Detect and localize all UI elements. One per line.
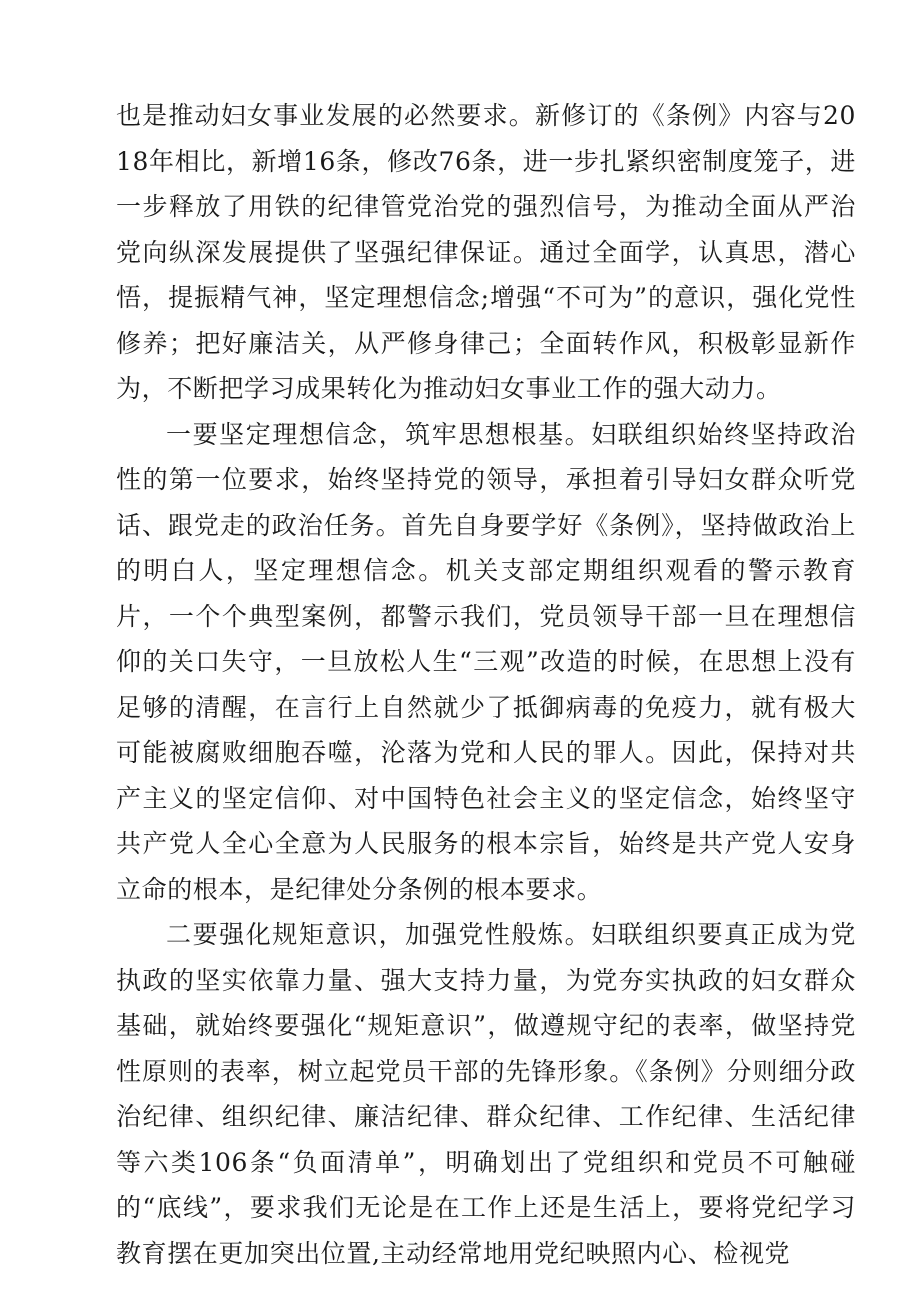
paragraph-rules-awareness: 二要强化规矩意识，加强党性般炼。妇联组织要真正成为党执政的坚实依靠力量、强大支持力量，为党夯实执政的妇女群众基础，就始终要强化“规矩意识”，做遵规守纪的表率，做坚持党性原则的表率，树立起党员干部的先锋形象。《条例》分则细分政治纪律、组织纪律、廉洁纪律、群众纪律、工作纪律、生活纪律等六类106条“负面清单”，明确划出了党组织和党员不可触碰的“底线”，要求我们无论是在工作上还是生活上，要将党纪学习教育摆在更加突出位置,主动经常地用党纪映照内心、检视党 — [116, 920, 856, 1268]
paragraph-intro: 也是推动妇女事业发展的必然要求。新修订的《条例》内容与2018年相比，新增16条，修改76条，进一步扎紧织密制度笼子，进一步释放了用铁的纪律管党治党的强烈信号，为推动全面从严治党向纵深发展提供了坚强纪律保证。通过全面学，认真思，潜心悟，提振精气神，坚定理想信念;增强“不可为”的意识，强化党性修养；把好廉洁关，从严修身律己；全面转作风，积极彰显新作为，不断把学习成果转化为推动妇女事业工作的强大动力。 — [116, 101, 856, 403]
document-body — [116, 93, 856, 1276]
paragraph-ideals-beliefs: 一要坚定理想信念，筑牢思想根基。妇联组织始终坚持政治性的第一位要求，始终坚持党的领导，承担着引导妇女群众听党话、跟党走的政治任务。首先自身要学好《条例》，坚持做政治上的明白人，坚定理想信念。机关支部定期组织观看的警示教育片，一个个典型案例，都警示我们，党员领导干部一旦在理想信仰的关口失守，一旦放松人生“三观”改造的时候，在思想上没有足够的清醒，在言行上自然就少了抵御病毒的免疫力，就有极大可能被腐败细胞吞噬，沦落为党和人民的罪人。因此，保持对共产主义的坚定信仰、对中国特色社会主义的坚定信念，始终坚守共产党人全心全意为人民服务的根本宗旨，始终是共产党人安身立命的根本，是纪律处分条例的根本要求。 — [116, 419, 856, 904]
